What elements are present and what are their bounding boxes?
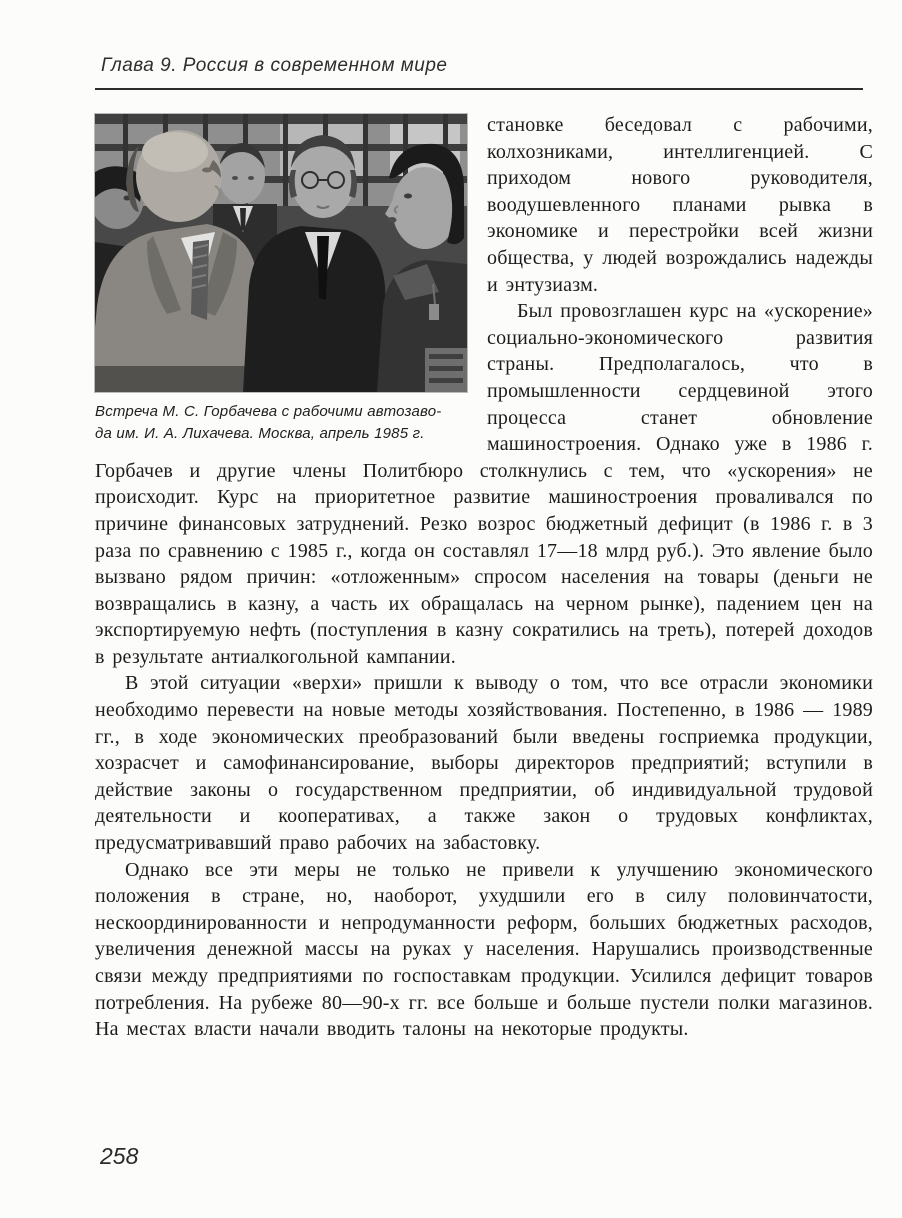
machinery: [425, 348, 467, 392]
photo: [95, 114, 467, 392]
paragraph-consequences: Однако все эти меры не только не привели к улучшению экономического положения в стране, но, наоборот, ухудшили его в силу половинчатости, нескоординированности и непродуманности реформ, больших бюджетных расходов, увеличения денежной массы на руках у населения. Нарушались производственные связи между предприятиями по госпоставкам продукции. Усилился дефицит товаров потребления. На рубеже 80—90-х гг. все больше и больше пустели полки магазинов. На местах власти начали вводить талоны на некоторые продукты.: [95, 858, 873, 1041]
photo-caption-line1: Встреча М. С. Горбачева с рабочими автозаво-: [95, 403, 442, 420]
paragraph-acceleration-course: Был провозглашен курс на «ускорение» социально-экономического развития страны. Предполагалось, что в промышленности сердцевиной этого процесса станет обновление машиностроения. Однако уже в 1986 г. Горбачев и другие члены Политбюро столкнулись с тем, что «ускорения» не происходит. Курс на приоритетное развитие машиностроения проваливался по причине финансовых затруднений. Резко возрос бюджетный дефицит (в 1986 г. в 3 раза по сравнению с 1985 г., когда он составлял 17—18 млрд руб.). Это явление было вызвано рядом причин: «отложенным» спросом населения на товары (деньги не возвращались в казну, а часть их обращалась на черном рынке), падением цен на экспортируемую нефть (поступления в казну сократились на треть), потерей доходов в результате антиалкогольной кампании.: [95, 300, 873, 668]
photo-figure: [95, 114, 467, 445]
header-rule: [95, 88, 863, 90]
paragraph-continuation: становке беседовал с рабочими, колхозниками, интеллигенцией. С приходом нового руководителя, воодушевленного планами рывка в экономике и перестройки всей жизни общества, у людей возрождались надежды и энтузиазм.: [487, 114, 873, 296]
page-content: [95, 112, 873, 1043]
photo-caption-line2: да им. И. А. Лихачева. Москва, апрель 1985 г.: [95, 425, 425, 442]
photo-caption: [95, 401, 467, 445]
photo-illustration: [95, 114, 467, 392]
page-number: 258: [100, 1143, 139, 1169]
paragraph-new-methods: В этой ситуации «верхи» пришли к выводу о том, что все отрасли экономики необходимо перевести на новые методы хозяйствования. Постепенно, в 1986 — 1989 гг., в ходе экономических преобразований были введены госприемка продукции, хозрасчет и самофинансирование, выборы директоров предприятий; вступили в действие законы о государственном предприятии, об индивидуальной трудовой деятельности и кооперативах, а также закон о трудовых конфликтах, предусматривавший право рабочих на забастовку.: [95, 672, 873, 855]
chapter-header: Глава 9. Россия в современном мире: [101, 55, 448, 76]
